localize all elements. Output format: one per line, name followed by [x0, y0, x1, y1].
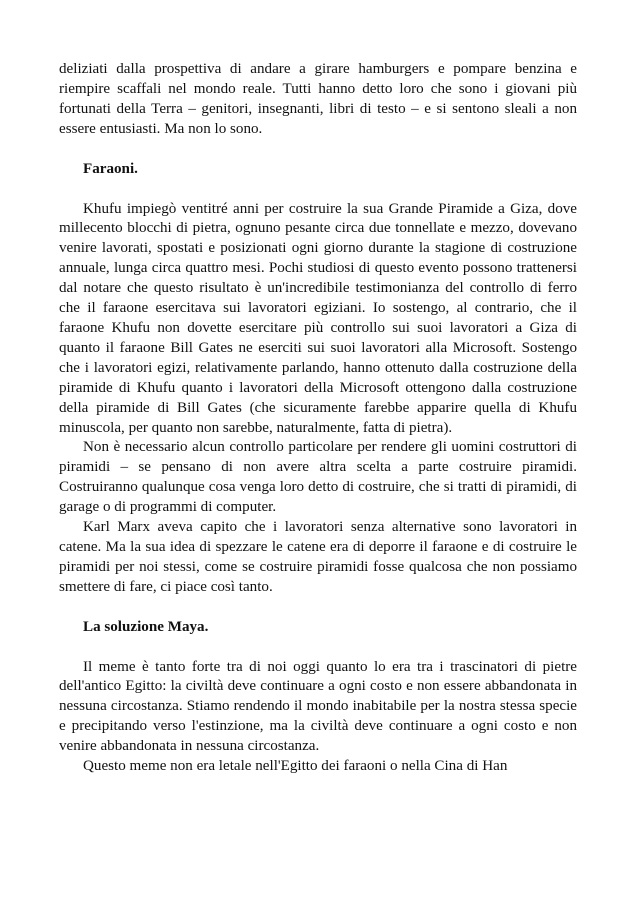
- paragraph: Questo meme non era letale nell'Egitto dei faraoni o nella Cina di Han: [83, 758, 508, 775]
- paragraph: Il meme è tanto forte tra di noi oggi quanto lo era tra i trascinatori di pietre dell'antico Egitto: la civiltà deve continuare a ogni costo e non essere abbandonata in nessuna circostanza. Stiamo rendendo il mondo inabitabile per la nostra stessa specie e precipitando verso l'estinzione, ma la civiltà deve continuare a ogni costo e non venire abbandonata in nessuna circostanza.: [59, 658, 577, 755]
- spacer: [59, 598, 577, 618]
- paragraph: Khufu impiegò ventitré anni per costruire la sua Grande Piramide a Giza, dove millecento blocchi di pietra, ognuno pesante circa due tonnellate e mezzo, dovevano venire lavorati, spostati e posizionati ogni giorno durante la stagione di costruzione annuale, lunga circa quattro mesi. Pochi studiosi di questo evento possono trattenersi dal notare che questo risultato è un'incredibile testimonianza del controllo di ferro che il faraone esercitava sui lavoratori egiziani. Io sostengo, al contrario, che il faraone Khufu non dovette esercitare più controllo sui suoi lavoratori a Giza di quanto il faraone Bill Gates ne eserciti sui suoi lavoratori alla Microsoft. Sostengo che i lavoratori egizi, relativamente parlando, hanno ottenuto dalla costruzione della piramide di Khufu quanto i lavoratori della Microsoft ottengono dalla costruzione della piramide di Bill Gates (che sicuramente farebbe apparire quella di Khufu minuscola, per quanto non sarebbe, naturalmente, fatta di pietra).: [59, 200, 577, 436]
- section-heading-maya: La soluzione Maya.: [83, 618, 209, 635]
- paragraph-continuation: deliziati dalla prospettiva di andare a girare hamburgers e pompare benzina e riempire scaffali nel mondo reale. Tutti hanno detto loro che sono i giovani più fortunati della Terra – genitori, insegnanti, libri di testo – e si sentono sleali a non essere entusiasti. Ma non lo sono.: [59, 61, 577, 137]
- spacer: [59, 180, 577, 200]
- document-page: [59, 60, 577, 777]
- spacer: [59, 140, 577, 160]
- section-heading-faraoni: Faraoni.: [83, 160, 138, 177]
- paragraph: Non è necessario alcun controllo particolare per rendere gli uomini costruttori di piramidi – se pensano di non avere altra scelta a parte costruire piramidi. Costruiranno qualunque cosa venga loro detto di costruire, che si tratti di piramidi, di garage o di programmi di computer.: [59, 439, 577, 516]
- paragraph: Karl Marx aveva capito che i lavoratori senza alternative sono lavoratori in catene. Ma la sua idea di spezzare le catene era di deporre il faraone e di costruire le piramidi per noi stessi, come se costruire piramidi fosse qualcosa che non possiamo smettere di fare, ci piace così tanto.: [59, 519, 577, 595]
- spacer: [59, 638, 577, 658]
